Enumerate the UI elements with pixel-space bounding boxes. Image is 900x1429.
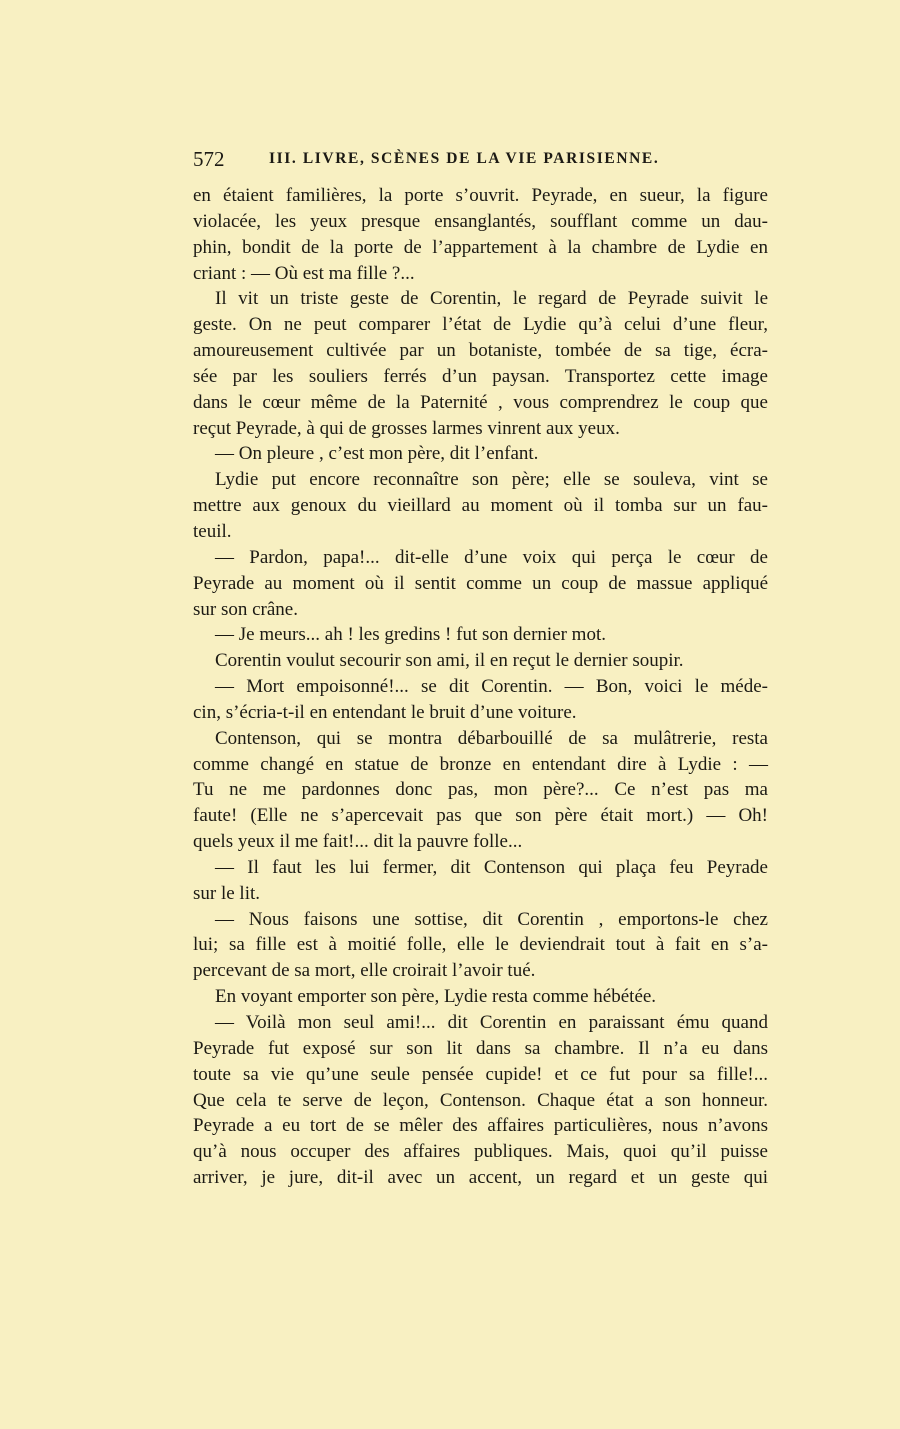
text-line: phin, bondit de la porte de l’appartement à la chambre de Lydie en — [193, 236, 768, 258]
text-line: Peyrade au moment où il sentit comme un coup de massue appliqué — [193, 572, 768, 594]
text-line: — Je meurs... ah ! les gredins ! fut son dernier mot. — [215, 624, 606, 646]
text-line: violacée, les yeux presque ensanglantés, soufflant comme un dau- — [193, 210, 768, 232]
text-line: percevant de sa mort, elle croirait l’avoir tué. — [193, 960, 536, 982]
text-line: arriver, je jure, dit-il avec un accent, un regard et un geste qui — [193, 1167, 768, 1189]
text-line: dans le cœur même de la Paternité , vous comprendrez le coup que — [193, 391, 768, 413]
text-line: — Nous faisons une sottise, dit Corentin , emportons-le chez — [215, 908, 768, 930]
text-line: mettre aux genoux du vieillard au moment où il tomba sur un fau- — [193, 495, 768, 517]
text-line: sée par les souliers ferrés d’un paysan. Transportez cette image — [193, 365, 768, 387]
text-line: qu’à nous occuper des affaires publiques. Mais, quoi qu’il puisse — [193, 1141, 768, 1163]
body-text — [193, 183, 768, 1191]
text-line: Tu ne me pardonnes donc pas, mon père?... Ce n’est pas ma — [193, 779, 768, 801]
text-line: — Mort empoisonné!... se dit Corentin. — Bon, voici le méde- — [215, 676, 768, 698]
text-line: — Voilà mon seul ami!... dit Corentin en paraissant ému quand — [215, 1012, 768, 1033]
text-line: sur le lit. — [193, 882, 261, 904]
text-line: Peyrade fut exposé sur son lit dans sa chambre. Il n’a eu dans — [193, 1037, 768, 1059]
text-line: cin, s’écria-t-il en entendant le bruit d’une voiture. — [193, 701, 577, 723]
page-header — [193, 147, 773, 173]
text-line: — On pleure , c’est mon père, dit l’enfant. — [215, 443, 539, 465]
text-line: amoureusement cultivée par un botaniste, tombée de sa tige, écra- — [193, 340, 768, 362]
text-line: en étaient familières, la porte s’ouvrit. Peyrade, en sueur, la figure — [193, 185, 768, 206]
text-line: comme changé en statue de bronze en entendant dire à Lydie : — — [193, 753, 768, 775]
text-line: Que cela te serve de leçon, Contenson. Chaque état a son honneur. — [193, 1089, 768, 1111]
text-line: teuil. — [193, 520, 232, 542]
text-line: quels yeux il me fait!... dit la pauvre folle... — [193, 831, 523, 853]
text-line: Peyrade a eu tort de se mêler des affaires particulières, nous n’avons — [193, 1115, 768, 1137]
text-line: Contenson, qui se montra débarbouillé de sa mulâtrerie, resta — [215, 727, 768, 749]
text-line: — Pardon, papa!... dit-elle d’une voix qui perça le cœur de — [215, 546, 768, 568]
text-line: lui; sa fille est à moitié folle, elle le deviendrait tout à fait en s’a- — [193, 934, 768, 956]
text-line: — Il faut les lui fermer, dit Contenson qui plaça feu Peyrade — [215, 856, 768, 878]
text-line: Corentin voulut secourir son ami, il en reçut le dernier soupir. — [215, 650, 684, 672]
text-line: En voyant emporter son père, Lydie resta comme hébétée. — [215, 986, 657, 1008]
text-line: faute! (Elle ne s’apercevait pas que son père était mort.) — Oh! — [193, 805, 768, 827]
text-line: criant : — Où est ma fille ?... — [193, 262, 415, 284]
text-line: sur son crâne. — [193, 598, 298, 620]
text-line: geste. On ne peut comparer l’état de Lydie qu’à celui d’une fleur, — [193, 314, 768, 336]
running-title: III. LIVRE, SCÈNES DE LA VIE PARISIENNE. — [269, 150, 660, 167]
text-line: Lydie put encore reconnaître son père; elle se souleva, vint se — [215, 469, 768, 491]
page-number: 572 — [193, 147, 225, 171]
text-line: reçut Peyrade, à qui de grosses larmes vinrent aux yeux. — [193, 417, 620, 439]
text-line: toute sa vie qu’une seule pensée cupide! et ce fut pour sa fille!... — [193, 1063, 768, 1085]
text-line: Il vit un triste geste de Corentin, le regard de Peyrade suivit le — [215, 288, 768, 310]
